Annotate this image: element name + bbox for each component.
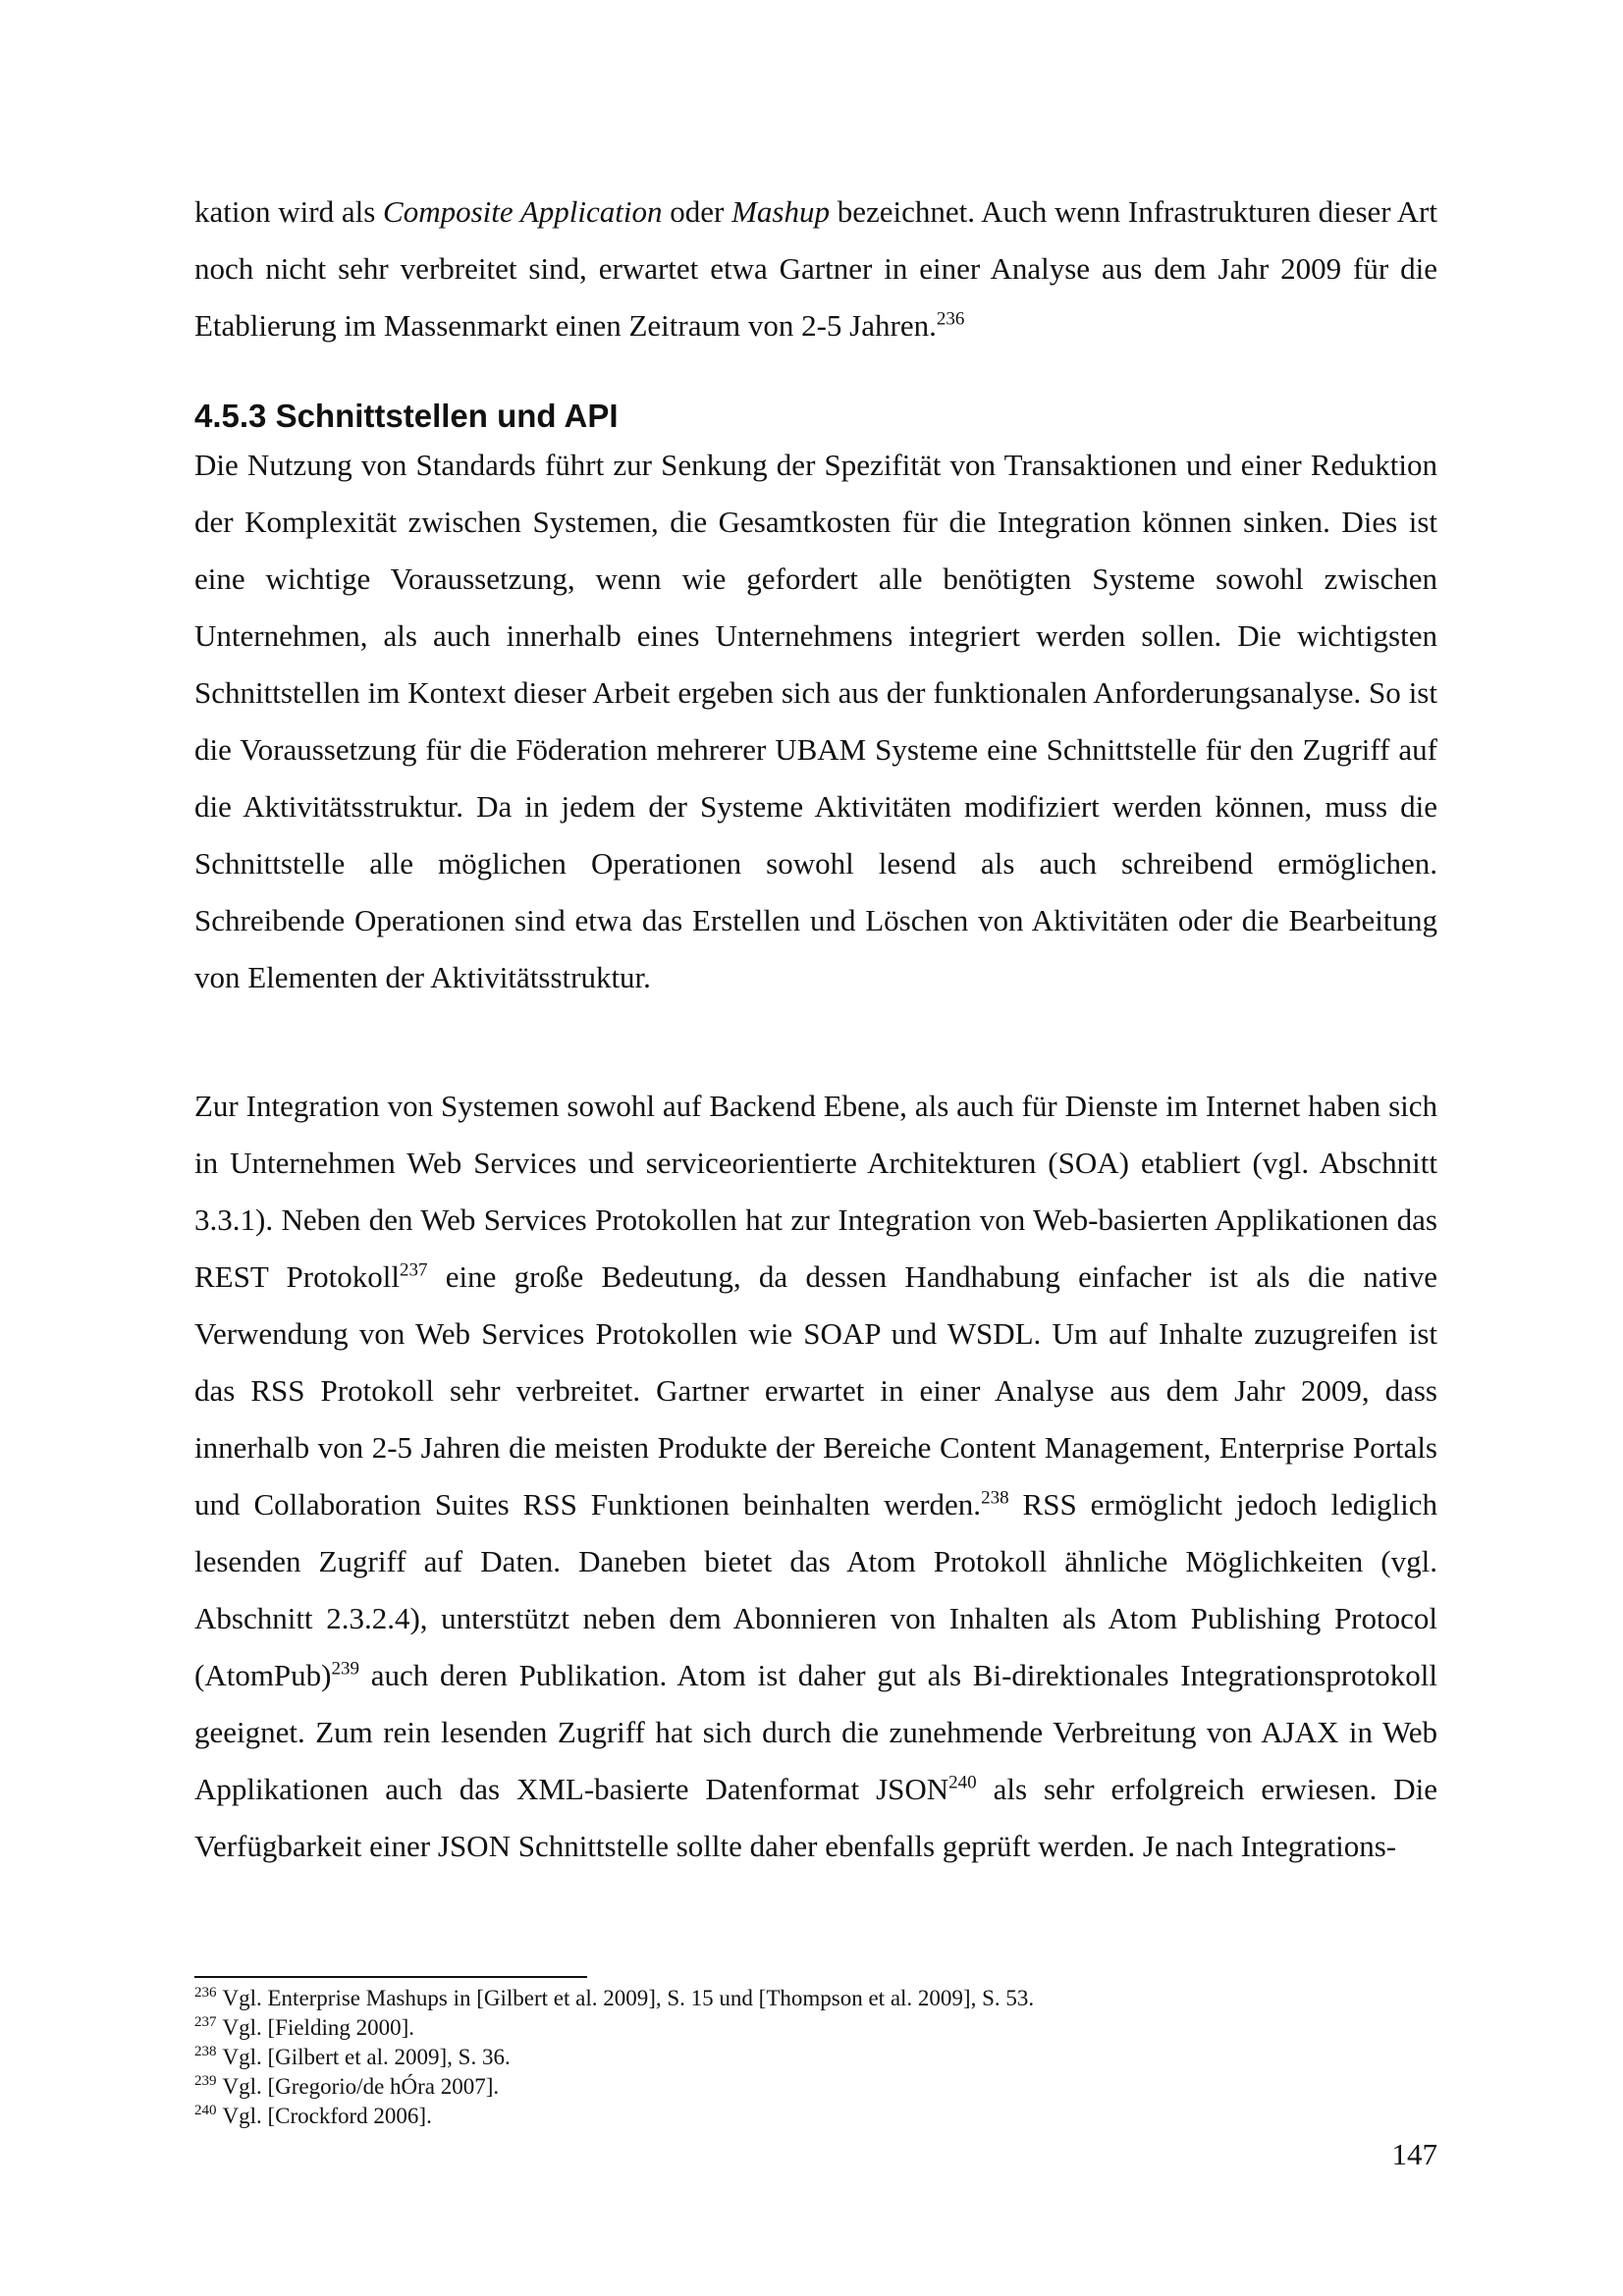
- footnote-number: 237: [194, 2014, 217, 2031]
- footnote-text: Vgl. [Fielding 2000].: [222, 2015, 414, 2040]
- paragraph-standards: [194, 437, 1437, 1006]
- footnote-number: 240: [194, 2103, 217, 2119]
- footnotes: [194, 1984, 1437, 2131]
- paragraph-text: RSS ermöglicht jedoch lediglich lesenden Zugriff auf Daten. Daneben bietet das Atom Protokoll ähnliche Möglichkeiten (vgl. Abschnitt 2.3.2.4), unterstützt neben dem Abonnieren von Inhalten als Atom Publishing Protocol (AtomPub): [194, 1487, 1437, 1692]
- intro-text: kation wird als: [194, 194, 384, 229]
- page-number: 147: [1391, 2137, 1437, 2171]
- section-heading: 4.5.3 Schnittstellen und API: [194, 398, 619, 434]
- mashup-term: Mashup: [731, 194, 830, 229]
- footnote-text: Vgl. [Gregorio/de hÓra 2007].: [222, 2074, 500, 2099]
- footnote-text: Vgl. [Gilbert et al. 2009], S. 36.: [222, 2045, 511, 2069]
- footnote-number: 239: [194, 2073, 217, 2090]
- paragraph-text: Die Nutzung von Standards führt zur Senkung der Spezifität von Transaktionen und einer Reduktion der Komplexität zwischen Systemen, die Gesamtkosten für die Integration können sinken. Dies ist eine wichtige Voraussetzung, wenn wie gefordert alle benötigten Systeme sowohl zwischen Unternehmen, als auch innerhalb eines Unternehmens integriert werden sollen. Die wichtigsten Schnittstellen im Kontext dieser Arbeit ergeben sich aus der funktionalen Anforderungsanalyse. So ist die Voraussetzung für die Föderation mehrerer UBAM Systeme eine Schnittstelle für den Zugriff auf die Aktivitätsstruktur. Da in jedem der Systeme Aktivitäten modifiziert werden können, muss die Schnittstelle alle möglichen Operationen sowohl lesend als auch schreibend ermöglichen. Schreibende Operationen sind etwa das Erstellen und Löschen von Aktivitäten oder die Bearbeitung von Elementen der Aktivitätsstruktur.: [194, 448, 1437, 994]
- paragraph-text: auch deren Publikation. Atom ist daher gut als Bi-direktionales Integrationsprotokoll geeignet. Zum rein lesenden Zugriff hat sich durch die zunehmende Verbreitung von AJAX in Web Applikationen auch das XML-basierte Datenformat JSON: [194, 1658, 1437, 1806]
- paragraph-text: Zur Integration von Systemen sowohl auf Backend Ebene, als auch für Dienste im Internet haben sich in Unternehmen Web Services und serviceorientierte Architekturen (SOA) etabliert (vgl. Abschnitt 3.3.1). Neben den Web Services Protokollen hat zur Integration von Web-basierten Applikationen das REST Protokoll: [194, 1089, 1437, 1294]
- paragraph-text: eine große Bedeutung, da dessen Handhabung einfacher ist als die native Verwendung von Web Services Protokollen wie SOAP und WSDL. Um auf Inhalte zuzugreifen ist das RSS Protokoll sehr verbreitet. Gartner erwartet in einer Analyse aus dem Jahr 2009, dass innerhalb von 2-5 Jahren die meisten Produkte der Bereiche Content Management, Enterprise Portals und Collaboration Suites RSS Funktionen beinhalten werden.: [194, 1259, 1437, 1522]
- footnote-ref-240[interactable]: 240: [948, 1772, 977, 1793]
- footnote-separator: [194, 1976, 587, 1978]
- footnote-ref-239[interactable]: 239: [331, 1658, 359, 1680]
- footnote-238: [194, 2043, 1437, 2072]
- footnote-239: [194, 2072, 1437, 2102]
- footnote-237: [194, 2013, 1437, 2043]
- footnote-text: Vgl. [Crockford 2006].: [222, 2104, 432, 2128]
- composite-application-term: Composite Application: [383, 194, 663, 229]
- footnote-ref-236[interactable]: 236: [936, 308, 965, 330]
- paragraph-integration: [194, 1078, 1437, 1875]
- intro-text: oder: [662, 194, 732, 229]
- footnote-240: [194, 2102, 1437, 2131]
- footnote-236: [194, 1984, 1437, 2013]
- footnote-ref-237[interactable]: 237: [399, 1259, 428, 1281]
- footnote-ref-238[interactable]: 238: [981, 1487, 1009, 1509]
- footnote-number: 236: [194, 1985, 217, 2002]
- intro-text: bezeichnet. Auch wenn Infrastrukturen dieser Art noch nicht sehr verbreitet sind, erwartet etwa Gartner in einer Analyse aus dem Jahr 2009 für die Etablierung im Massenmarkt einen Zeitraum von 2-5 Jahren.: [194, 194, 1437, 343]
- paragraph-text: als sehr erfolgreich erwiesen. Die Verfügbarkeit einer JSON Schnittstelle sollte daher ebenfalls geprüft werden. Je nach Integrations-: [194, 1772, 1438, 1863]
- footnote-number: 238: [194, 2044, 217, 2060]
- intro-paragraph: [194, 184, 1437, 354]
- footnote-text: Vgl. Enterprise Mashups in [Gilbert et al. 2009], S. 15 und [Thompson et al. 2009], S. 53.: [222, 1986, 1035, 2010]
